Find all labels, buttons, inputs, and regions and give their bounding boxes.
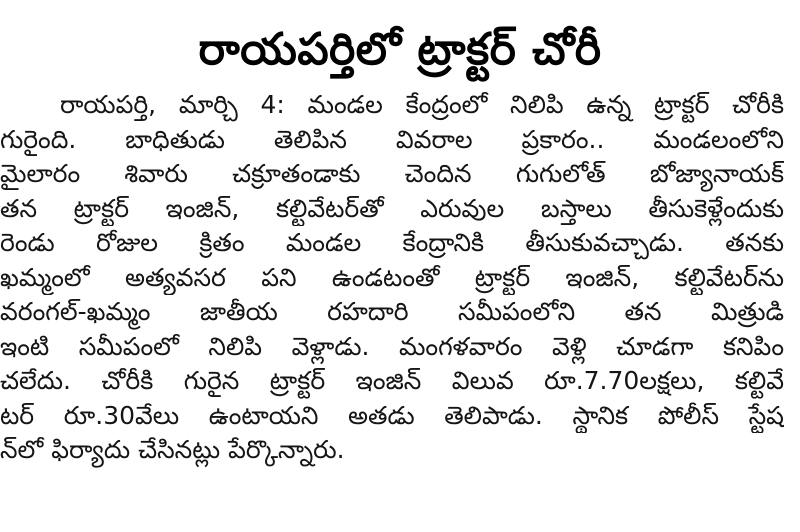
- article-line: వరంగల్-ఖమ్మం జాతీయ రహదారి సమీపంలోని తన మిత్రుడి: [0, 297, 784, 326]
- article-body: [0, 88, 784, 528]
- article-line: చలేదు. చోరీకి గురైన ట్రాక్టర్ ఇంజిన్ విలువ రూ.7.70లక్షలు, కల్టివే: [0, 366, 784, 395]
- article-headline: రాయపర్తిలో ట్రాక్టర్ చోరీ: [198, 24, 602, 75]
- article-line: గురైంది. బాధితుడు తెలిపిన వివరాల ప్రకారం.. మండలంలోని: [0, 124, 784, 154]
- article-line: మైలారం శివారు చక్రూతండాకు చెందిన గుగులోత్ బోజ్యానాయక్: [0, 159, 784, 188]
- article-line: తన ట్రాక్టర్ ఇంజిన్, కల్టివేటర్‌తో ఎరువుల బస్తాలు తీసుకెళ్లేందుకు: [0, 193, 784, 223]
- article-line: టర్ రూ.30వేలు ఉంటాయని అతడు తెలిపాడు. స్థానిక పోలీస్ స్టేష: [0, 400, 784, 430]
- article-line: రెండు రోజుల క్రితం మండల కేంద్రానికి తీసుకువచ్చాడు. తనకు: [0, 228, 784, 257]
- article-line: ఇంటి సమీపంలో నిలిపి వెళ్లాడు. మంగళవారం వెళ్లి చూడగా కనిపిం: [0, 331, 784, 361]
- clipped-previous-text: [10, 0, 430, 8]
- article-line: ఖమ్మంలో అత్యవసర పని ఉండటంతో ట్రాక్టర్ ఇంజిన్, కల్టివేటర్‌ను: [0, 262, 784, 292]
- article-line: న్‌లో ఫిర్యాదు చేసినట్లు పేర్కొన్నారు.: [0, 435, 345, 464]
- article-line: రాయపర్తి, మార్చి 4: మండల కేంద్రంలో నిలిపి ఉన్న ట్రాక్టర్ చోరీకి: [60, 90, 784, 119]
